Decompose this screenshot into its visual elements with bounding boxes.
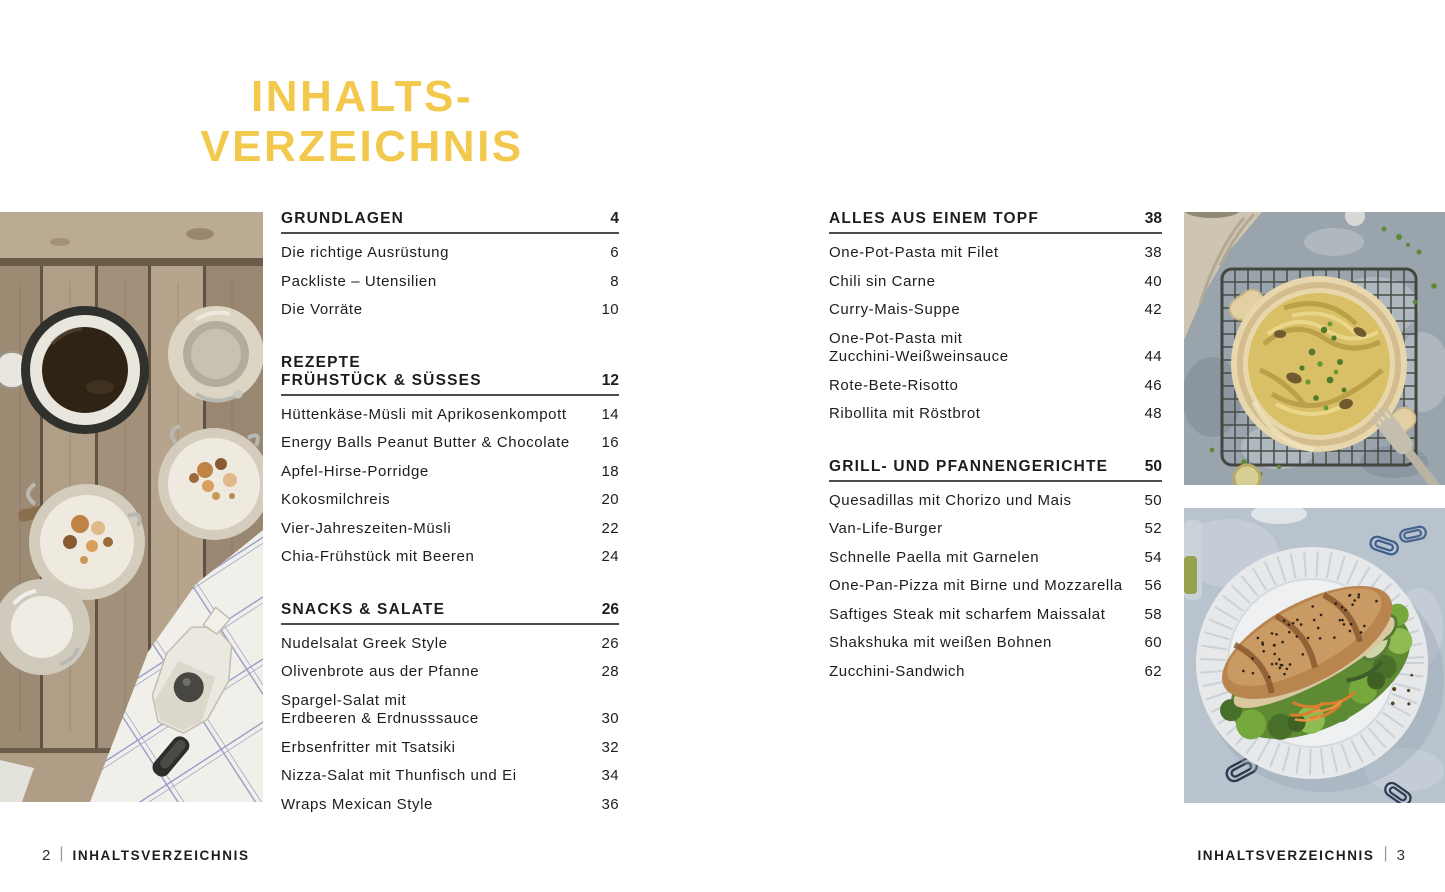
toc-entry-page-number: 34 (601, 767, 619, 784)
toc-section-header (281, 601, 619, 625)
section-page-number: 26 (601, 600, 619, 618)
page-title (158, 72, 566, 172)
toc-entry (829, 405, 1162, 424)
toc-entry-page-number: 42 (1144, 301, 1162, 318)
sandwich-photo (1184, 508, 1445, 803)
toc-entry (829, 520, 1162, 539)
toc-entry (829, 606, 1162, 625)
toc-entry-label: Nudelsalat Greek Style (281, 634, 448, 652)
juice-glass (1184, 520, 1202, 600)
toc-entry-label: Saftiges Steak mit scharfem Maissalat (829, 605, 1106, 623)
toc-entry-label: Olivenbrote aus der Pfanne (281, 663, 480, 680)
toc-entry (829, 273, 1162, 292)
toc-entry (281, 520, 619, 539)
porridge-jar-right (158, 426, 263, 540)
toc-entry-label: Van-Life-Burger (829, 520, 943, 537)
toc-entry (281, 406, 619, 425)
section-title: FRÜHSTÜCK & SÜSSES (281, 371, 482, 389)
toc-section-header (281, 354, 619, 396)
toc-entry (829, 577, 1162, 596)
toc-entry (281, 796, 619, 815)
toc-entry-label: Die richtige Ausrüstung (281, 244, 450, 261)
toc-entry (281, 692, 619, 729)
toc-entry-page-number: 52 (1144, 520, 1162, 537)
section-title: GRILL- UND PFANNENGERICHTE (829, 457, 1109, 475)
toc-entry-page-number: 56 (1144, 577, 1162, 594)
section-title: ALLES AUS EINEM TOPF (829, 210, 1040, 227)
footer-separator: | (59, 845, 64, 862)
toc-entry (281, 635, 619, 654)
section-page-number: 50 (1144, 457, 1162, 475)
toc-entry-page-number: 62 (1144, 662, 1162, 680)
page-title-line1: INHALTS- (250, 72, 474, 121)
toc-entry-label: Energy Balls Peanut Butter & Chocolate (281, 434, 570, 451)
toc-entry-label: Rote-Bete-Risotto (829, 376, 959, 394)
toc-section-header (281, 210, 619, 234)
toc-entry (829, 492, 1162, 511)
toc-entry-page-number: 60 (1144, 634, 1162, 651)
toc-entry-page-number: 28 (601, 663, 619, 680)
garlic-half (1234, 465, 1260, 485)
toc-entry (829, 549, 1162, 568)
toc-section-header (829, 458, 1162, 482)
toc-entry-label: Hüttenkäse-Müsli mit Aprikosenkompott (281, 405, 567, 423)
toc-entry (829, 301, 1162, 320)
toc-entry (829, 634, 1162, 653)
toc-entry-label: Chili sin Carne (829, 272, 936, 290)
toc-entry-label: Curry-Mais-Suppe (829, 301, 961, 318)
toc-entry-label: Kokosmilchreis (281, 491, 391, 508)
toc-entry-label: Shakshuka mit weißen Bohnen (829, 634, 1052, 651)
toc-entry-label: Packliste – Utensilien (281, 272, 437, 290)
toc-entry-page-number: 54 (1144, 548, 1162, 566)
toc-section (281, 210, 619, 320)
footer-label-right: INHALTSVERZEICHNIS (1197, 847, 1375, 863)
page-number-right: 3 (1396, 846, 1405, 864)
toc-entry-page-number: 18 (601, 462, 619, 480)
footer-left (42, 846, 250, 864)
toc-section (281, 601, 619, 815)
toc-entry-page-number: 40 (1144, 272, 1162, 290)
toc-entry-label: One-Pot-Pasta mit Zucchini-Weißweinsauce (829, 329, 1009, 365)
toc-entry-page-number: 14 (601, 405, 619, 423)
toc-entry (281, 767, 619, 786)
toc-entry-page-number: 46 (1144, 376, 1162, 394)
toc-entry-page-number: 24 (601, 548, 619, 565)
toc-entry-label: Nizza-Salat mit Thunfisch und Ei (281, 767, 517, 784)
footer-label-left: INHALTSVERZEICHNIS (72, 847, 250, 863)
toc-entry (281, 244, 619, 263)
toc-entry-label: Die Vorräte (281, 301, 363, 318)
toc-entry (829, 244, 1162, 263)
toc-entry-page-number: 8 (610, 272, 619, 290)
section-title: REZEPTE (281, 353, 361, 371)
toc-entry (281, 463, 619, 482)
toc-entry (829, 330, 1162, 367)
toc-entry-page-number: 58 (1144, 605, 1162, 623)
empty-jar (168, 306, 263, 402)
page-title-line2: VERZEICHNIS (200, 122, 524, 171)
toc-section-header (829, 210, 1162, 234)
toc-entry-page-number: 6 (610, 244, 619, 261)
footer-separator: | (1383, 845, 1388, 862)
toc-entry (281, 548, 619, 567)
toc-entry-page-number: 50 (1144, 491, 1162, 509)
toc-entry (281, 663, 619, 682)
toc-entry-label: Vier-Jahreszeiten-Müsli (281, 519, 452, 537)
toc-section (281, 354, 619, 567)
toc-entry-page-number: 30 (601, 710, 619, 727)
toc-entry-label: One-Pan-Pizza mit Birne und Mozzarella (829, 577, 1123, 594)
section-page-number: 12 (601, 371, 619, 389)
toc-entry (281, 739, 619, 758)
section-page-number: 38 (1144, 210, 1162, 227)
toc-entry-page-number: 16 (601, 434, 619, 451)
toc-section (829, 210, 1162, 424)
toc-entry-page-number: 22 (601, 519, 619, 537)
toc-entry (281, 273, 619, 292)
toc-entry-page-number: 36 (601, 795, 619, 813)
toc-entry (281, 301, 619, 320)
footer-right (1197, 846, 1405, 864)
toc-section (829, 458, 1162, 682)
toc-entry-label: Zucchini-Sandwich (829, 662, 966, 680)
toc-entry (829, 663, 1162, 682)
toc-entry-page-number: 10 (601, 301, 619, 318)
toc-entry (281, 434, 619, 453)
toc-entry-label: Chia-Frühstück mit Beeren (281, 548, 475, 565)
toc-entry-label: Spargel-Salat mit Erdbeeren & Erdnusssauce (281, 691, 479, 727)
section-title: GRUNDLAGEN (281, 210, 405, 227)
breakfast-photo (0, 212, 263, 802)
section-page-number: 4 (610, 210, 619, 227)
toc-entry-label: One-Pot-Pasta mit Filet (829, 244, 999, 261)
toc-entry-label: Ribollita mit Röstbrot (829, 405, 981, 422)
toc-entry-label: Schnelle Paella mit Garnelen (829, 548, 1040, 566)
toc-entry-page-number: 26 (601, 634, 619, 652)
pasta-photo (1184, 212, 1445, 485)
toc-entry (281, 491, 619, 510)
toc-entry-label: Apfel-Hirse-Porridge (281, 462, 429, 480)
page-number-left: 2 (42, 846, 51, 864)
section-title: SNACKS & SALATE (281, 600, 446, 618)
toc-left-column (281, 210, 619, 814)
toc-entry-label: Quesadillas mit Chorizo und Mais (829, 491, 1072, 509)
toc-entry-label: Wraps Mexican Style (281, 795, 434, 813)
toc-entry-page-number: 44 (1144, 348, 1162, 365)
toc-entry-page-number: 48 (1144, 405, 1162, 422)
toc-entry-page-number: 38 (1144, 244, 1162, 261)
toc-right-column (829, 210, 1162, 681)
toc-entry (829, 377, 1162, 396)
toc-entry-label: Erbsenfritter mit Tsatsiki (281, 738, 456, 756)
toc-entry-page-number: 20 (601, 491, 619, 508)
toc-entry-page-number: 32 (601, 738, 619, 756)
